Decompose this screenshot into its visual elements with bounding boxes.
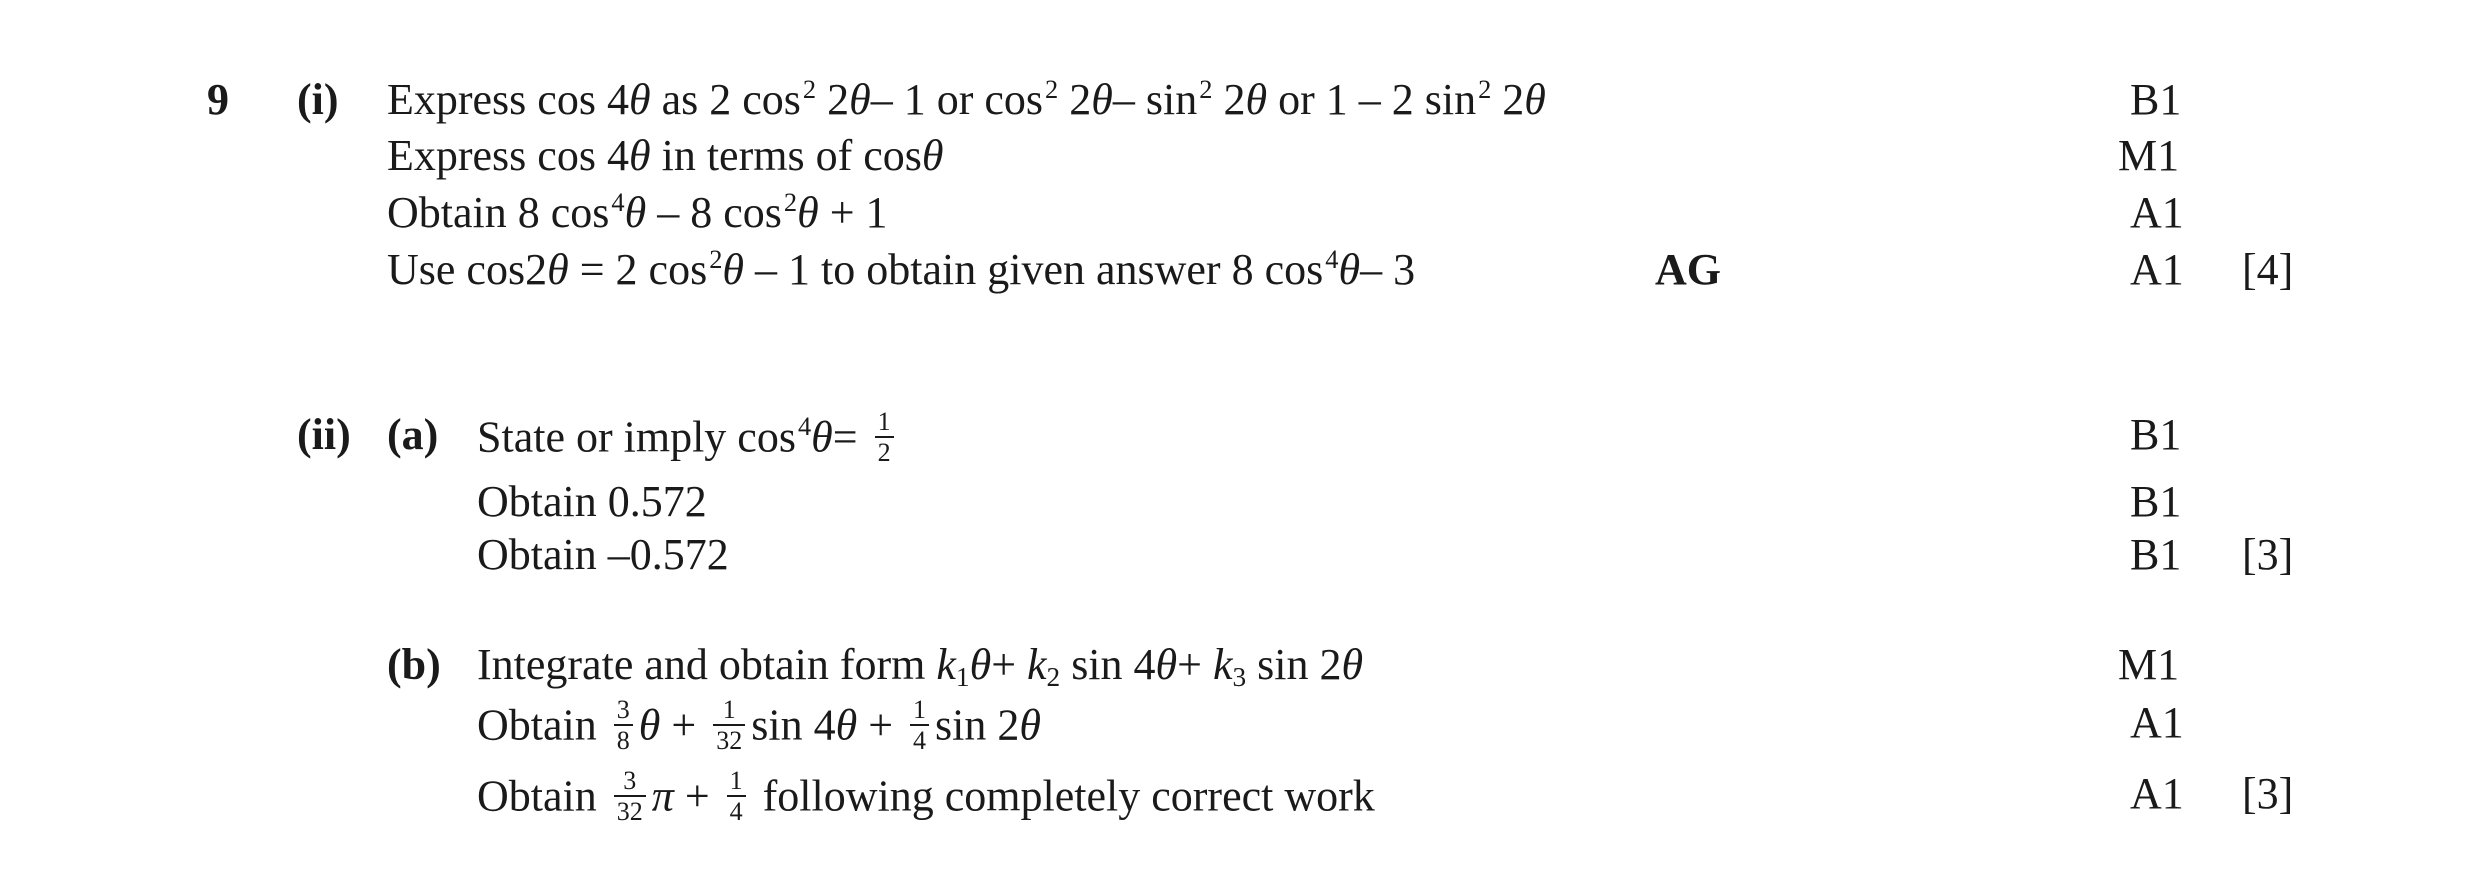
part-i-total: [4] [2242,245,2294,294]
fraction-one-quarter: $\frac{1}{4}$ [910,697,929,754]
part-i-row2-mark: M1 [2118,131,2180,180]
part-ii-b-total: [3] [2242,769,2294,818]
part-i-row3-text: Obtain 8 $\cos^4\theta - 8$ $\cos^2\theta + 1$ [387,186,888,237]
fraction-one-quarter: $\frac{1}{4}$ [727,768,746,825]
part-i-label: (i) [297,75,339,124]
part-i-row3-mark: A1 [2130,188,2184,237]
part-ii-a-row3-mark: B1 [2130,530,2182,579]
part-ii-a-row1-mark: B1 [2130,410,2182,459]
fraction-one-thirty-second: $\frac{1}{32}$ [713,697,745,754]
part-ii-a-row1-text: State or imply $\cos^4\theta=$ $\frac{1}{2}$ [477,413,900,470]
part-ii-a-row2-mark: B1 [2130,477,2182,526]
part-i-row1-text: Express cos 4θ as 2 $\cos^2 2\theta-$ 1 or $\cos^2 2\theta-$ $\sin^2 2\theta$ or 1 – 2 $\sin^2 2\theta$ [387,73,1546,124]
part-i-row4-mark: A1 [2130,245,2184,294]
part-ii-b-row3-text: Obtain $\frac{3}{32}$ π + $\frac{1}{4}$ following completely correct work [477,766,1375,826]
part-i-row4-text: Use cos2θ = 2 $\cos^2\theta - 1$ to obtain given answer 8 $\cos^4\theta-$ 3 [387,243,1416,294]
part-ii-a-row3-text: Obtain –0.572 [477,530,729,579]
part-ii-b-label: (b) [387,640,441,689]
part-ii-b-row2-text: Obtain $\frac{3}{8}$ θ + $\frac{1}{32}$ sin 4θ + $\frac{1}{4}$ sin 2θ [477,695,1042,755]
fraction-one-half: $\frac{1}{2}$ [875,409,894,466]
part-ii-b-row3-mark: A1 [2130,769,2184,818]
part-ii-a-row2-text: Obtain 0.572 [477,477,707,526]
part-ii-label: (ii) [297,410,351,459]
part-i-row2-text: Express cos 4θ in terms of cosθ [387,131,944,180]
part-ii-b-row1-text: Integrate and obtain form $k_1\theta+ k_2$ $\sin 4\theta+ k_3$ sin 2θ [477,640,1364,692]
fraction-three-thirty-seconds: $\frac{3}{32}$ [614,768,646,825]
part-i-row1-mark: B1 [2130,75,2182,124]
answer-given-tag: AG [1655,245,1721,294]
question-number: 9 [207,75,229,124]
part-ii-a-total: [3] [2242,530,2294,579]
part-ii-a-label: (a) [387,410,439,459]
part-ii-b-row2-mark: A1 [2130,698,2184,747]
part-ii-b-row1-mark: M1 [2118,640,2180,689]
fraction-three-eighths: $\frac{3}{8}$ [614,697,633,754]
